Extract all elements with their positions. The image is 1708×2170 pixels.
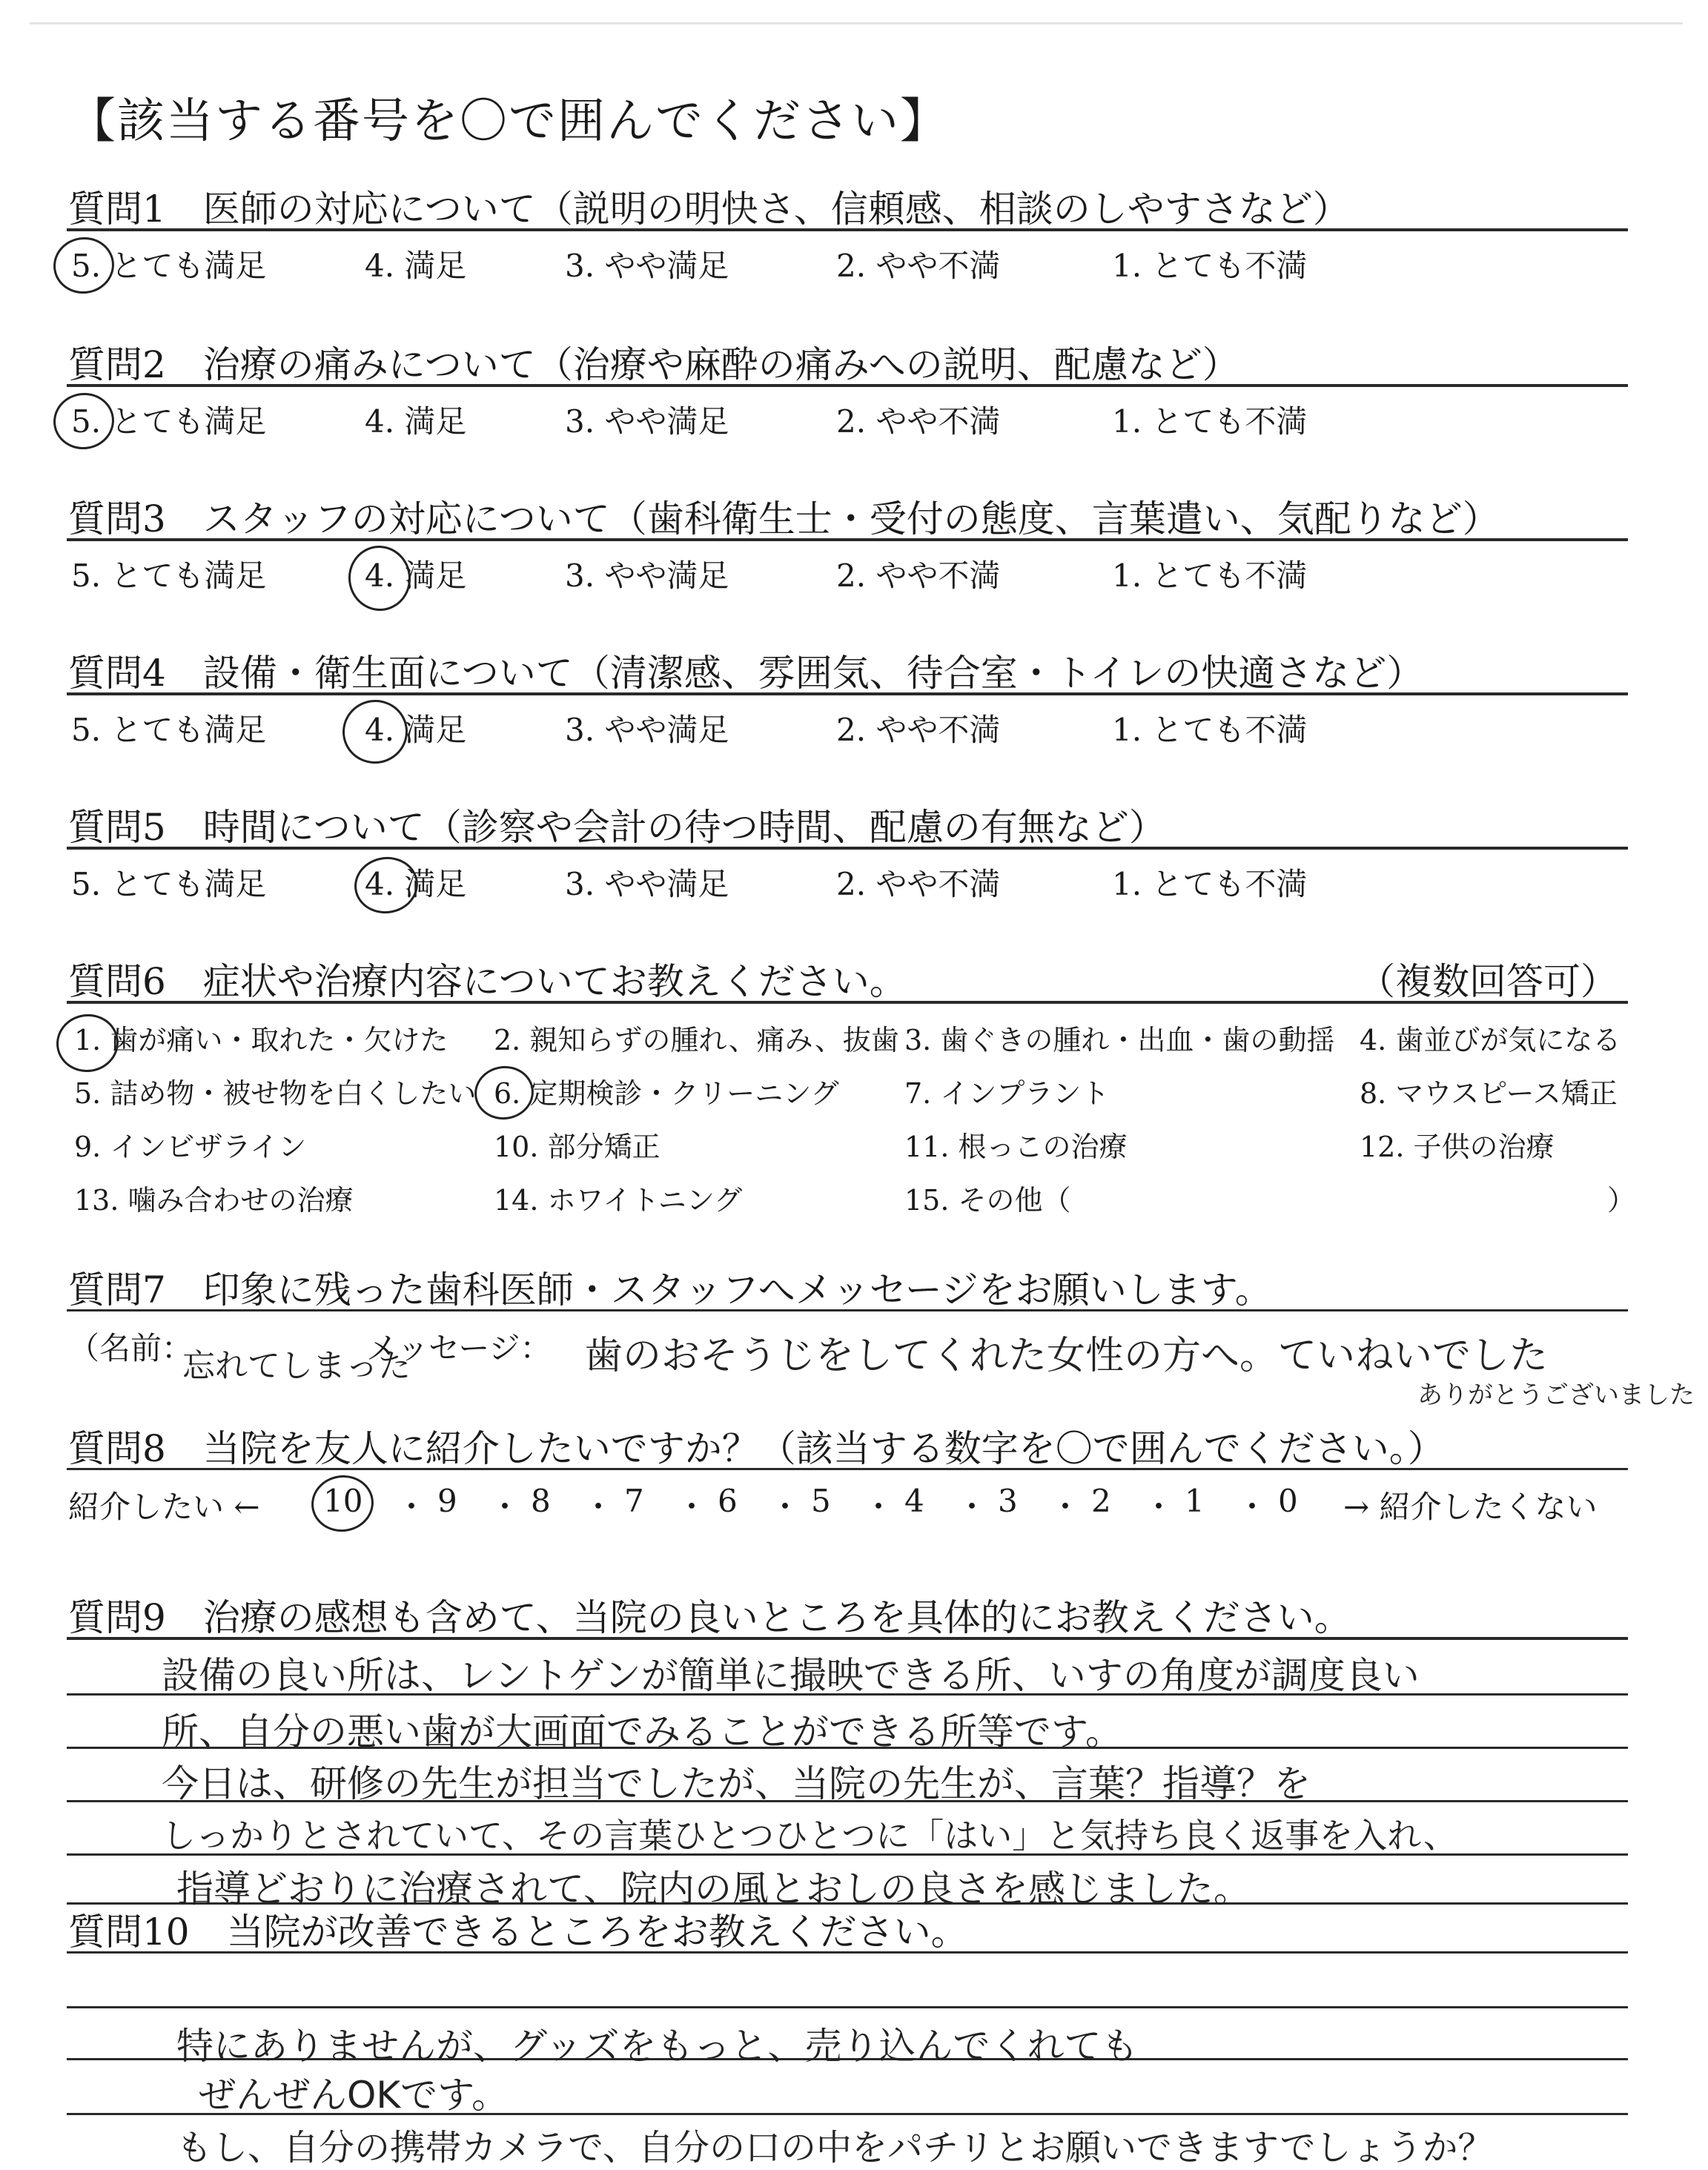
q8-scale-6[interactable]: 6 xyxy=(718,1483,738,1519)
q4-option-3[interactable]: 3. やや満足 xyxy=(565,712,729,748)
q6-option-5[interactable]: 5. 詰め物・被せ物を白くしたい xyxy=(74,1077,477,1110)
page-title: 【該当する番号を〇で囲んでください】 xyxy=(68,94,949,149)
q10-answer-line-2[interactable]: ぜんぜんOKです。 xyxy=(199,2074,509,2117)
q4-label: 質問4 設備・衛生面について（清潔感、雰囲気、待合室・トイレの快適さなど） xyxy=(68,652,1424,695)
q8-scale-4[interactable]: 4 xyxy=(904,1483,924,1519)
q6-option-9[interactable]: 9. インビザライン xyxy=(74,1131,307,1163)
q6-option-7[interactable]: 7. インプラント xyxy=(904,1077,1110,1110)
q4-option-2[interactable]: 2. やや不満 xyxy=(836,712,1001,748)
q1-rule xyxy=(67,228,1628,231)
q7-name-label: （名前： xyxy=(68,1330,193,1366)
q7-label: 質問7 印象に残った歯科医師・スタッフへメッセージをお願いします。 xyxy=(68,1268,1272,1311)
scan-top-edge xyxy=(30,22,1683,24)
q5-option-3[interactable]: 3. やや満足 xyxy=(565,866,729,902)
q3-option-1[interactable]: 1. とても不満 xyxy=(1112,558,1308,594)
q7-name-value[interactable]: 忘れてしまった xyxy=(182,1347,411,1385)
q9-answer-line-4[interactable]: しっかりとされていて、その言葉ひとつひとつに「はい」と気持ち良く返事を入れ、 xyxy=(162,1816,1457,1856)
q6-option-11[interactable]: 11. 根っこの治療 xyxy=(904,1131,1128,1163)
q8-scale-2[interactable]: 2 xyxy=(1091,1483,1111,1519)
q2-option-3[interactable]: 3. やや満足 xyxy=(565,403,729,440)
q2-option-4[interactable]: 4. 満足 xyxy=(365,403,467,440)
q9-answer-line-5[interactable]: 指導どおりに治療されて、院内の風とおしの良さを感じました。 xyxy=(176,1868,1251,1911)
q6-option-10[interactable]: 10. 部分矯正 xyxy=(494,1131,661,1163)
q5-rule xyxy=(67,847,1628,850)
q3-option-2[interactable]: 2. やや不満 xyxy=(836,558,1001,594)
q8-scale-dot: ・ xyxy=(1143,1489,1175,1525)
q5-option-2[interactable]: 2. やや不満 xyxy=(836,866,1001,902)
q8-scale-dot: ・ xyxy=(956,1489,988,1525)
q6-option-3[interactable]: 3. 歯ぐきの腫れ・出血・歯の動揺 xyxy=(904,1024,1335,1056)
q6-option-4[interactable]: 4. 歯並びが気になる xyxy=(1360,1024,1621,1056)
q9-rule-1 xyxy=(67,1637,1628,1640)
q3-rule xyxy=(67,538,1628,541)
q8-scale-0[interactable]: 0 xyxy=(1278,1483,1298,1519)
q8-scale-dot: ・ xyxy=(676,1489,708,1525)
q5-option-4[interactable]: 4. 満足 xyxy=(365,866,467,902)
q8-scale-dot: ・ xyxy=(769,1489,801,1525)
q2-option-2[interactable]: 2. やや不満 xyxy=(836,403,1001,440)
q1-option-1[interactable]: 1. とても不満 xyxy=(1112,248,1308,284)
q3-option-3[interactable]: 3. やや満足 xyxy=(565,558,729,594)
q8-scale-5[interactable]: 5 xyxy=(811,1483,831,1519)
q4-option-4[interactable]: 4. 満足 xyxy=(365,712,467,748)
q10-label: 質問10 当院が改善できるところをお教えください。 xyxy=(68,1911,968,1954)
q10-answer-line-1[interactable]: 特にありませんが、グッズをもっと、売り込んでくれても xyxy=(176,2025,1139,2068)
q8-scale-1[interactable]: 1 xyxy=(1185,1483,1205,1519)
q5-option-1[interactable]: 1. とても不満 xyxy=(1112,866,1308,902)
q9-answer-line-1[interactable]: 設備の良い所は、レントゲンが簡単に撮映できる所、いすの角度が調度良い xyxy=(162,1654,1420,1697)
q6-option-2[interactable]: 2. 親知らずの腫れ、痛み、抜歯 xyxy=(494,1024,899,1056)
q8-scale-3[interactable]: 3 xyxy=(998,1483,1018,1519)
q9-answer-line-3[interactable]: 今日は、研修の先生が担当でしたが、当院の先生が、言葉？指導？を xyxy=(162,1762,1311,1805)
q8-scale-10[interactable]: 10 xyxy=(323,1483,363,1519)
q4-rule xyxy=(67,692,1628,695)
q4-option-1[interactable]: 1. とても不満 xyxy=(1112,712,1308,748)
q8-scale-7[interactable]: 7 xyxy=(624,1483,644,1519)
q5-option-5[interactable]: 5. とても満足 xyxy=(71,866,267,902)
q8-scale-dot: ・ xyxy=(583,1489,615,1525)
q8-scale-8[interactable]: 8 xyxy=(531,1483,551,1519)
q7-rule xyxy=(67,1309,1628,1311)
q8-label: 質問8 当院を友人に紹介したいですか？（該当する数字を〇で囲んでください。） xyxy=(68,1427,1445,1470)
q10-rule-1 xyxy=(67,1951,1628,1954)
q4-option-5[interactable]: 5. とても満足 xyxy=(71,712,267,748)
q2-option-1[interactable]: 1. とても不満 xyxy=(1112,403,1308,440)
q2-option-5[interactable]: 5. とても満足 xyxy=(71,403,267,440)
q3-option-4[interactable]: 4. 満足 xyxy=(365,558,467,594)
q3-label: 質問3 スタッフの対応について（歯科衛生士・受付の態度、言葉遣い、気配りなど） xyxy=(68,497,1500,540)
q1-label: 質問1 医師の対応について（説明の明快さ、信頼感、相談のしやすさなど） xyxy=(68,188,1350,231)
q8-scale-dot: ・ xyxy=(1237,1489,1268,1525)
q2-rule xyxy=(67,384,1628,387)
q8-scale-dot: ・ xyxy=(489,1489,521,1525)
q6-option-8[interactable]: 8. マウスピース矯正 xyxy=(1360,1077,1618,1110)
q7-message-label: メッセージ： xyxy=(366,1330,552,1366)
q8-scale-dot: ・ xyxy=(1050,1489,1082,1525)
q6-option-14[interactable]: 14. ホワイトニング xyxy=(494,1184,743,1217)
q8-scale-dot: ・ xyxy=(396,1489,428,1525)
q9-label: 質問9 治療の感想も含めて、当院の良いところを具体的にお教えください。 xyxy=(68,1596,1351,1639)
q1-option-4[interactable]: 4. 満足 xyxy=(365,248,467,284)
q8-scale-9[interactable]: 9 xyxy=(437,1483,457,1519)
q1-option-2[interactable]: 2. やや不満 xyxy=(836,248,1001,284)
q7-message-line2[interactable]: ありがとうございました xyxy=(1417,1380,1695,1410)
q2-label: 質問2 治療の痛みについて（治療や麻酔の痛みへの説明、配慮など） xyxy=(68,343,1239,386)
q6-option-15[interactable]: 15. その他（ xyxy=(904,1184,1071,1217)
q8-left-label: 紹介したい ← xyxy=(68,1489,260,1525)
q6-option-12[interactable]: 12. 子供の治療 xyxy=(1360,1131,1555,1163)
q3-option-5[interactable]: 5. とても満足 xyxy=(71,558,267,594)
q6-rule xyxy=(67,1001,1628,1004)
q6-option-6[interactable]: 6. 定期検診・クリーニング xyxy=(494,1077,839,1110)
q8-selection-circle xyxy=(308,1472,377,1536)
q8-scale-dot: ・ xyxy=(863,1489,895,1525)
q5-label: 質問5 時間について（診察や会計の待つ時間、配慮の有無など） xyxy=(68,806,1166,849)
q6-multiple-note: （複数回答可） xyxy=(1358,960,1618,1003)
q6-option-13[interactable]: 13. 噛み合わせの治療 xyxy=(74,1184,354,1217)
q7-message-line1[interactable]: 歯のおそうじをしてくれた女性の方へ。ていねいでした xyxy=(584,1334,1549,1378)
q10-answer-line-3[interactable]: もし、自分の携帯カメラで、自分の口の中をパチリとお願いできますでしょうか？ xyxy=(176,2127,1494,2169)
q1-option-3[interactable]: 3. やや満足 xyxy=(565,248,729,284)
q10-rule-2 xyxy=(67,2006,1628,2008)
q9-answer-line-2[interactable]: 所、自分の悪い歯が大画面でみることができる所等です。 xyxy=(162,1710,1122,1753)
q6-option-1[interactable]: 1. 歯が痛い・取れた・欠けた xyxy=(74,1024,448,1056)
q6-label: 質問6 症状や治療内容についてお教えください。 xyxy=(68,960,907,1003)
q6-option-15-close-paren: ） xyxy=(1607,1184,1636,1217)
q8-right-label: → 紹介したくない xyxy=(1343,1489,1598,1525)
q8-rule xyxy=(67,1468,1628,1470)
q1-option-5[interactable]: 5. とても満足 xyxy=(71,248,267,284)
